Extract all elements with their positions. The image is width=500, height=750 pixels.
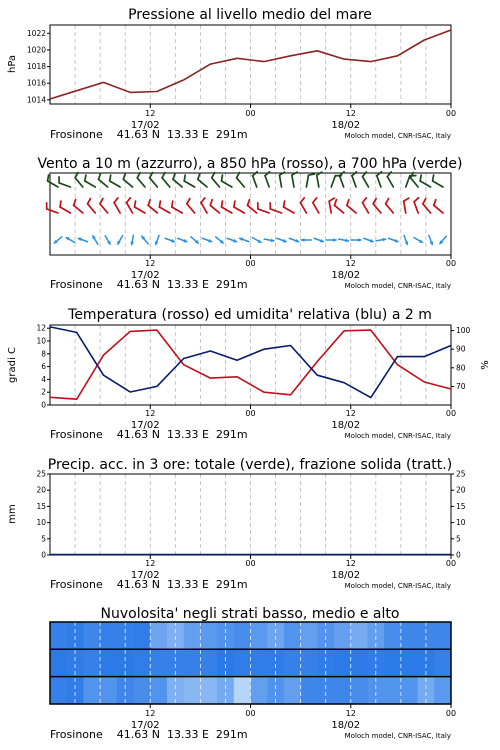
cloud-cell xyxy=(134,622,151,649)
cloud-cell xyxy=(384,649,401,676)
wind-barb xyxy=(253,172,258,187)
y-tick-label: 10 xyxy=(36,336,46,346)
wind-barb xyxy=(388,238,398,242)
x-tick-label: 00 xyxy=(445,109,457,118)
y-tick-label-right: 90 xyxy=(456,344,466,354)
y-tick-label: 8 xyxy=(41,349,46,359)
x-tick-label: 12 xyxy=(345,259,356,268)
cloud-cell xyxy=(184,622,201,649)
wind-barb xyxy=(423,199,431,213)
x-tick-label: 00 xyxy=(445,559,457,568)
cloud-cell xyxy=(384,677,401,704)
wind-barb xyxy=(373,199,381,213)
precipitation-x-axis xyxy=(50,555,456,591)
wind-barb xyxy=(212,173,220,187)
pressure-ylabel: hPa xyxy=(7,54,18,74)
y-tick-label-right: 80 xyxy=(456,363,466,373)
wind-barb xyxy=(434,200,443,213)
wind-barb xyxy=(221,201,231,213)
date-label: 17/02 xyxy=(130,120,160,131)
precipitation-y-ticks-right xyxy=(451,470,466,560)
cloud-cell xyxy=(334,622,351,649)
wind-barb xyxy=(334,200,343,213)
cloud-cell xyxy=(83,622,100,649)
date-label: 17/02 xyxy=(130,720,160,731)
cloud-cell xyxy=(184,677,201,704)
cloud-cell xyxy=(50,677,67,704)
precipitation-title: Precip. acc. in 3 ore: totale (verde), frazione solida (tratt.) xyxy=(47,457,453,473)
cloud-cell xyxy=(234,649,251,676)
y-tick-label-right: 15 xyxy=(456,501,466,511)
station-label: Frosinone 41.63 N 13.33 E 291m xyxy=(50,578,248,591)
wind-barb xyxy=(184,175,194,187)
model-credit: Moloch model, CNR-ISAC, Italy xyxy=(344,732,451,740)
y-tick-label: 4 xyxy=(41,374,46,384)
cloud-cell xyxy=(134,649,151,676)
x-tick-label: 00 xyxy=(445,259,457,268)
cloud-x-axis xyxy=(50,704,456,741)
wind-barb xyxy=(362,198,368,213)
wind-barb xyxy=(110,175,120,187)
cloud-cell xyxy=(434,622,451,649)
wind-barb xyxy=(162,173,170,187)
wind-barb xyxy=(329,198,334,213)
wind-barb xyxy=(123,174,132,187)
cloud-cell xyxy=(50,622,67,649)
date-label: 18/02 xyxy=(331,120,361,131)
cloud-cell xyxy=(434,649,451,676)
y-tick-label-right: 25 xyxy=(456,469,466,479)
wind-barb xyxy=(59,177,70,187)
pressure-panel xyxy=(7,7,456,141)
cloud-cell xyxy=(351,622,368,649)
wind-barb xyxy=(150,173,158,187)
wind-barb xyxy=(284,201,294,213)
x-tick-label: 00 xyxy=(445,409,457,418)
cloud-cell xyxy=(150,622,167,649)
wind-barb xyxy=(292,172,297,187)
wind-barb xyxy=(338,238,349,242)
model-credit: Moloch model, CNR-ISAC, Italy xyxy=(344,582,451,590)
y-tick-label: 1014 xyxy=(26,95,46,105)
precipitation-grid xyxy=(75,474,426,555)
wind-barb xyxy=(413,237,423,243)
wind-barb xyxy=(258,203,269,213)
cloud-cell xyxy=(150,677,167,704)
station-label: Frosinone 41.63 N 13.33 E 291m xyxy=(50,428,248,441)
wind-barb xyxy=(105,235,111,245)
x-tick-label: 12 xyxy=(345,409,356,418)
cloud-cell xyxy=(50,649,67,676)
wind-barb xyxy=(198,174,207,187)
cloud-cell xyxy=(434,677,451,704)
station-label: Frosinone 41.63 N 13.33 E 291m xyxy=(50,728,248,741)
humidity-y-ticks xyxy=(451,326,471,391)
wind-x-axis xyxy=(50,255,456,291)
x-tick-label: 12 xyxy=(145,259,156,268)
y-tick-label: 1020 xyxy=(26,45,46,55)
wind-barb xyxy=(420,175,430,187)
y-tick-label: 20 xyxy=(36,485,46,495)
wind-barb xyxy=(265,172,270,187)
wind-barb xyxy=(300,198,306,213)
wind-barb xyxy=(239,238,249,242)
cloud-cell xyxy=(351,677,368,704)
cloud-cell xyxy=(284,677,301,704)
station-label: Frosinone 41.63 N 13.33 E 291m xyxy=(50,128,248,141)
cloud-cell xyxy=(200,649,217,676)
wind-barb xyxy=(410,173,418,187)
wind-barb xyxy=(88,199,96,213)
cloud-cell xyxy=(83,677,100,704)
wind-barb xyxy=(85,175,95,187)
model-credit: Moloch model, CNR-ISAC, Italy xyxy=(344,282,451,290)
y-tick-label: 1016 xyxy=(26,78,46,88)
wind-barb xyxy=(264,238,275,242)
wind-barb xyxy=(433,175,443,187)
wind-barb xyxy=(317,172,322,187)
wind-barb xyxy=(135,201,145,213)
wind-barb xyxy=(414,198,419,213)
cloud-cell xyxy=(150,649,167,676)
wind-barb xyxy=(187,199,195,213)
wind-barb xyxy=(276,238,286,242)
cloud-cells xyxy=(50,622,452,704)
wind-barb xyxy=(60,201,70,213)
cloud-cell xyxy=(301,622,318,649)
wind-barb xyxy=(54,236,62,243)
x-tick-label: 12 xyxy=(145,409,156,418)
date-label: 18/02 xyxy=(331,420,361,431)
model-credit: Moloch model, CNR-ISAC, Italy xyxy=(344,132,451,140)
y-tick-label: 0 xyxy=(41,400,46,410)
pressure-x-axis xyxy=(50,104,456,141)
x-tick-label: 00 xyxy=(245,109,256,118)
x-tick-label: 00 xyxy=(245,409,256,418)
wind-barb xyxy=(210,200,219,213)
y-tick-label-right: 20 xyxy=(456,485,466,495)
wind-barb xyxy=(47,203,58,213)
cloud-cell xyxy=(284,622,301,649)
wind-barb xyxy=(404,198,409,213)
cloud-cell xyxy=(83,649,100,676)
wind-barb xyxy=(234,201,244,213)
wind-barb xyxy=(114,198,120,213)
wind-barb xyxy=(252,237,262,243)
y-tick-label-right: 10 xyxy=(456,518,466,528)
wind-barb xyxy=(248,200,257,213)
precipitation-panel xyxy=(7,457,466,591)
wind-grid xyxy=(75,173,426,255)
precipitation-frame xyxy=(50,474,451,555)
temperature-panel xyxy=(7,307,491,441)
precipitation-y-ticks xyxy=(36,470,50,560)
wind-barb xyxy=(137,173,145,187)
y-tick-label: 1018 xyxy=(26,62,46,72)
wind-barb xyxy=(375,238,386,242)
wind-barb xyxy=(227,238,237,242)
temperature-ylabel: gradi C xyxy=(7,347,18,383)
x-tick-label: 12 xyxy=(145,559,156,568)
wind-barb xyxy=(439,236,446,244)
wind-barb xyxy=(78,238,88,242)
x-tick-label: 12 xyxy=(345,709,356,718)
cloud-cell xyxy=(301,677,318,704)
wind-barb xyxy=(387,172,393,187)
pressure-frame xyxy=(50,25,451,104)
wind-barb xyxy=(340,172,345,187)
y-tick-label: 6 xyxy=(41,362,46,372)
cloud-cell xyxy=(301,649,318,676)
date-label: 18/02 xyxy=(331,270,361,281)
y-tick-label: 15 xyxy=(36,501,46,511)
wind-barb xyxy=(313,198,319,213)
wind-barb xyxy=(306,174,314,187)
wind-barb xyxy=(130,235,134,246)
wind-barb xyxy=(301,238,312,242)
cloud-cell xyxy=(251,677,268,704)
station-label: Frosinone 41.63 N 13.33 E 291m xyxy=(50,278,248,291)
x-tick-label: 12 xyxy=(145,109,156,118)
wind-barb xyxy=(155,235,159,245)
wind-barb xyxy=(159,201,169,213)
wind-barb xyxy=(314,238,324,242)
y-tick-label-right: 0 xyxy=(456,550,461,560)
date-label: 18/02 xyxy=(331,720,361,731)
wind-barb xyxy=(100,199,108,213)
cloud-cell xyxy=(334,649,351,676)
pressure-title: Pressione al livello medio del mare xyxy=(128,7,372,23)
wind-barb xyxy=(177,238,187,242)
wind-barb xyxy=(172,201,182,213)
wind-barb xyxy=(202,238,212,242)
wind-barb xyxy=(141,236,148,244)
x-tick-label: 12 xyxy=(145,709,156,718)
wind-barb xyxy=(215,236,223,243)
cloud-cell xyxy=(100,649,117,676)
cloud-cell xyxy=(200,677,217,704)
wind-barb xyxy=(279,172,284,187)
cloud-title: Nuvolosita' negli strati basso, medio e alto xyxy=(100,606,400,622)
wind-barb xyxy=(93,235,99,245)
x-tick-label: 00 xyxy=(445,709,457,718)
model-credit: Moloch model, CNR-ISAC, Italy xyxy=(344,432,451,440)
y-tick-label: 12 xyxy=(36,323,46,333)
y-tick-label: 5 xyxy=(41,534,46,544)
humidity-ylabel: % xyxy=(480,360,491,370)
wind-barb xyxy=(98,174,107,187)
wind-barb xyxy=(127,198,133,213)
y-tick-label: 1022 xyxy=(26,28,46,38)
wind-barb xyxy=(237,173,245,187)
y-tick-label: 0 xyxy=(41,550,46,560)
x-tick-label: 12 xyxy=(345,559,356,568)
wind-barb xyxy=(362,172,368,187)
wind-barb xyxy=(386,199,394,213)
cloud-cell xyxy=(234,677,251,704)
y-tick-label: 25 xyxy=(36,469,46,479)
wind-barb xyxy=(221,175,231,187)
y-tick-label-right: 100 xyxy=(456,326,471,336)
x-tick-label: 00 xyxy=(245,709,256,718)
date-label: 17/02 xyxy=(130,570,160,581)
wind-barb xyxy=(173,174,182,187)
y-tick-label: 2 xyxy=(41,387,46,397)
cloud-cell xyxy=(334,677,351,704)
x-tick-label: 12 xyxy=(345,109,356,118)
y-tick-label: 10 xyxy=(36,518,46,528)
pressure-y-ticks xyxy=(27,29,50,105)
temperature-y-ticks xyxy=(36,324,50,410)
cloud-cell xyxy=(184,649,201,676)
wind-barb xyxy=(347,200,356,213)
date-label: 17/02 xyxy=(130,270,160,281)
wind-barb xyxy=(289,238,299,242)
y-tick-label-right: 5 xyxy=(456,534,461,544)
wind-barb xyxy=(363,238,373,242)
wind-barb xyxy=(326,238,337,242)
wind-barb xyxy=(117,235,123,245)
cloud-cell xyxy=(401,649,418,676)
cloud-cell xyxy=(284,649,301,676)
wind-barb xyxy=(48,175,58,187)
wind-panel xyxy=(37,156,462,291)
date-label: 17/02 xyxy=(130,420,160,431)
wind-barb xyxy=(148,200,157,213)
wind-barb xyxy=(429,235,433,245)
wind-barb xyxy=(377,172,382,187)
cloud-cell xyxy=(401,622,418,649)
cloud-cell xyxy=(134,677,151,704)
temperature-title: Temperatura (rosso) ed umidita' relativa (blu) a 2 m xyxy=(68,307,432,323)
cloud-cell xyxy=(384,622,401,649)
wind-barb xyxy=(165,238,175,242)
cloud-cell xyxy=(251,622,268,649)
cloud-cell xyxy=(100,622,117,649)
cloud-cell xyxy=(401,677,418,704)
wind-barb xyxy=(190,236,198,243)
x-tick-label: 00 xyxy=(245,559,256,568)
wind-barb xyxy=(201,198,207,213)
y-tick-label-right: 70 xyxy=(456,381,466,391)
wind-barb xyxy=(404,235,408,245)
wind-barb xyxy=(66,237,76,243)
cloud-cell xyxy=(100,677,117,704)
wind-barb xyxy=(75,173,83,187)
wind-title: Vento a 10 m (azzurro), a 850 hPa (rosso), a 700 hPa (verde) xyxy=(37,156,463,172)
date-label: 18/02 xyxy=(331,570,361,581)
wind-barb xyxy=(351,238,362,242)
wind-barbs xyxy=(47,172,447,246)
x-tick-label: 00 xyxy=(245,259,256,268)
temperature-frame xyxy=(50,325,451,405)
temperature-x-axis xyxy=(50,405,456,441)
cloud-cell xyxy=(251,649,268,676)
cloud-panel xyxy=(50,606,456,741)
cloud-cell xyxy=(200,622,217,649)
cloud-cell xyxy=(351,649,368,676)
cloud-cell xyxy=(234,622,251,649)
precipitation-ylabel: mm xyxy=(7,504,18,524)
wind-barb xyxy=(352,172,357,187)
